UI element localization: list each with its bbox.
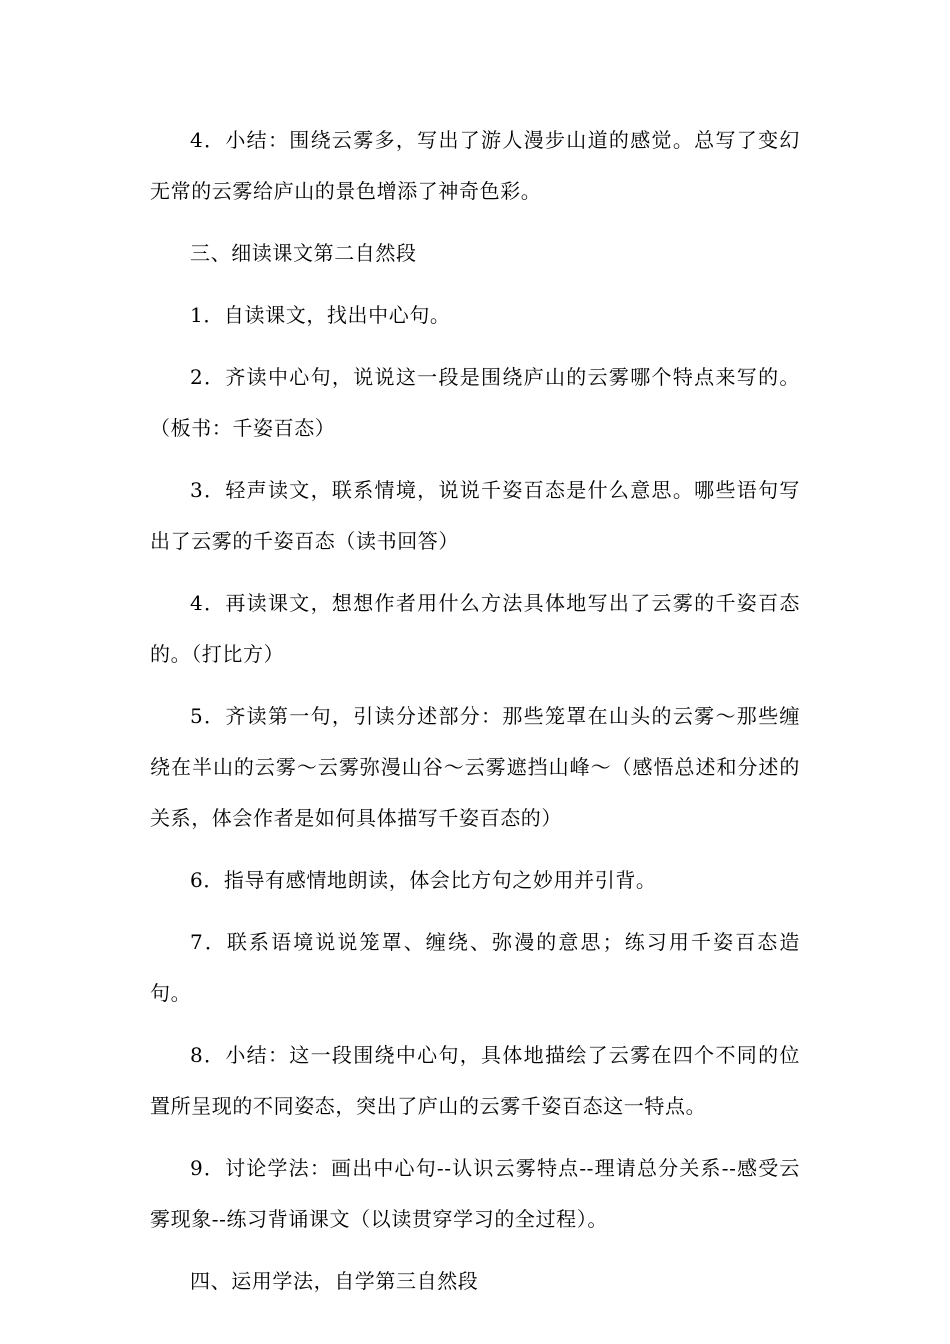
paragraph-step-8: 8．小结：这一段围绕中心句，具体地描绘了云雾在四个不同的位置所呈现的不同姿态，突出了庐山的云雾千姿百态这一特点。 bbox=[150, 1043, 800, 1118]
paragraph-step-9: 9．讨论学法：画出中心句--认识云雾特点--理请总分关系--感受云雾现象--练习背诵课文（以读贯穿学习的全过程）。 bbox=[150, 1156, 800, 1231]
paragraph-step-5: 5．齐读第一句，引读分述部分：那些笼罩在山头的云雾～那些缠绕在半山的云雾～云雾弥漫山谷～云雾遮挡山峰～（感悟总述和分述的关系，体会作者是如何具体描写千姿百态的） bbox=[150, 704, 800, 830]
paragraph-summary-4: 4．小结：围绕云雾多，写出了游人漫步山道的感觉。总写了变幻无常的云雾给庐山的景色增添了神奇色彩。 bbox=[150, 128, 800, 203]
paragraph-step-7: 7．联系语境说说笼罩、缠绕、弥漫的意思；练习用千姿百态造句。 bbox=[150, 930, 800, 1005]
paragraph-step-1: 1．自读课文，找出中心句。 bbox=[190, 303, 451, 327]
paragraph-step-6: 6．指导有感情地朗读，体会比方句之妙用并引背。 bbox=[190, 868, 657, 892]
paragraph-step-2: 2．齐读中心句，说说这一段是围绕庐山的云雾哪个特点来写的。（板书：千姿百态） bbox=[150, 365, 800, 440]
paragraph-step-3: 3．轻声读文，联系情境，说说千姿百态是什么意思。哪些语句写出了云雾的千姿百态（读书回答） bbox=[150, 478, 800, 553]
paragraph-step-4: 4．再读课文，想想作者用什么方法具体地写出了云雾的千姿百态的。（打比方） bbox=[150, 591, 800, 666]
section-heading-4: 四、运用学法，自学第三自然段 bbox=[190, 1269, 479, 1293]
section-heading-3: 三、细读课文第二自然段 bbox=[190, 241, 417, 265]
